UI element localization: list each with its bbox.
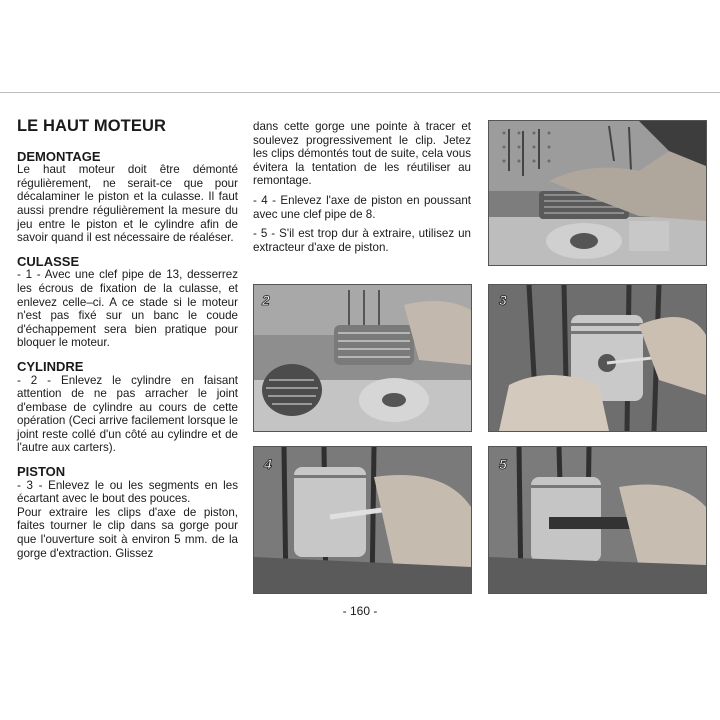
photo-step-4 <box>253 446 472 594</box>
section-heading: PISTON <box>17 464 66 480</box>
section-paragraph: - 2 - Enlevez le cylindre en faisant attention de ne pas arracher le joint d'embase de cylindre au cours de cette opération (Ceci arrive facilement lorsque le joint reste collé d'un côté au cylindre et de l'autre aux carters). <box>17 373 238 455</box>
text-column-left <box>17 117 238 560</box>
top-rule <box>0 92 720 93</box>
section-paragraph: Le haut moteur doit être démonté régulièrement, ne serait-ce que pour décalaminer le piston et la culasse. Il faut aussi prendre régulièrement la mesure du jeu entre le piston et le cylindre afin de savoir quand il est nécessaire de réaléser. <box>17 163 238 245</box>
page-title: LE HAUT MOTEUR <box>17 117 166 135</box>
photo-image <box>489 447 706 593</box>
photo-number: 2 <box>262 292 270 308</box>
section-culasse <box>17 255 238 350</box>
continued-paragraph: dans cette gorge une pointe à tracer et soulevez progressivement le clip. Jetez les clips démontés tout de suite, cela vous évitera la tentation de les réutiliser au remontage. <box>253 120 471 188</box>
photo-number: 4 <box>264 456 272 472</box>
page-number: - 160 - <box>342 604 378 618</box>
photo-number: 3 <box>499 292 507 308</box>
photo-number: 5 <box>499 456 507 472</box>
step-5-paragraph: - 5 - S'il est trop dur à extraire, utilisez un extracteur d'axe de piston. <box>253 227 471 254</box>
section-heading: DEMONTAGE <box>17 148 101 164</box>
photo-workshop-1 <box>488 120 707 266</box>
photo-image <box>254 447 471 593</box>
text-column-middle <box>253 120 471 254</box>
step-4-paragraph: - 4 - Enlevez l'axe de piston en poussant avec une clef pipe de 8. <box>253 193 471 221</box>
photo-step-2 <box>253 284 472 432</box>
section-heading: CYLINDRE <box>17 358 84 374</box>
section-paragraph: - 3 - Enlevez le ou les segments en les écartant avec le bout des pouces. <box>17 478 238 506</box>
photo-image <box>254 285 471 431</box>
section-cylindre <box>17 360 238 455</box>
photo-step-5 <box>488 446 707 594</box>
section-demontage <box>17 150 238 245</box>
section-piston <box>17 465 238 560</box>
photo-image <box>489 121 706 265</box>
section-paragraph: Pour extraire les clips d'axe de piston, faites tourner le clip dans sa gorge pour que l'ouverture soit à environ 5 mm. de la gorge d'extraction. Glissez <box>17 505 238 560</box>
section-heading: CULASSE <box>17 253 80 269</box>
photo-step-3 <box>488 284 707 432</box>
photo-image <box>489 285 706 431</box>
section-paragraph: - 1 - Avec une clef pipe de 13, desserrez les écrous de fixation de la culasse, et enlevez celle–ci. A ce stade si le moteur n'est pas fixé sur un banc le coude d'échappement sera bien pratique pour bloquer le moteur. <box>17 268 238 350</box>
